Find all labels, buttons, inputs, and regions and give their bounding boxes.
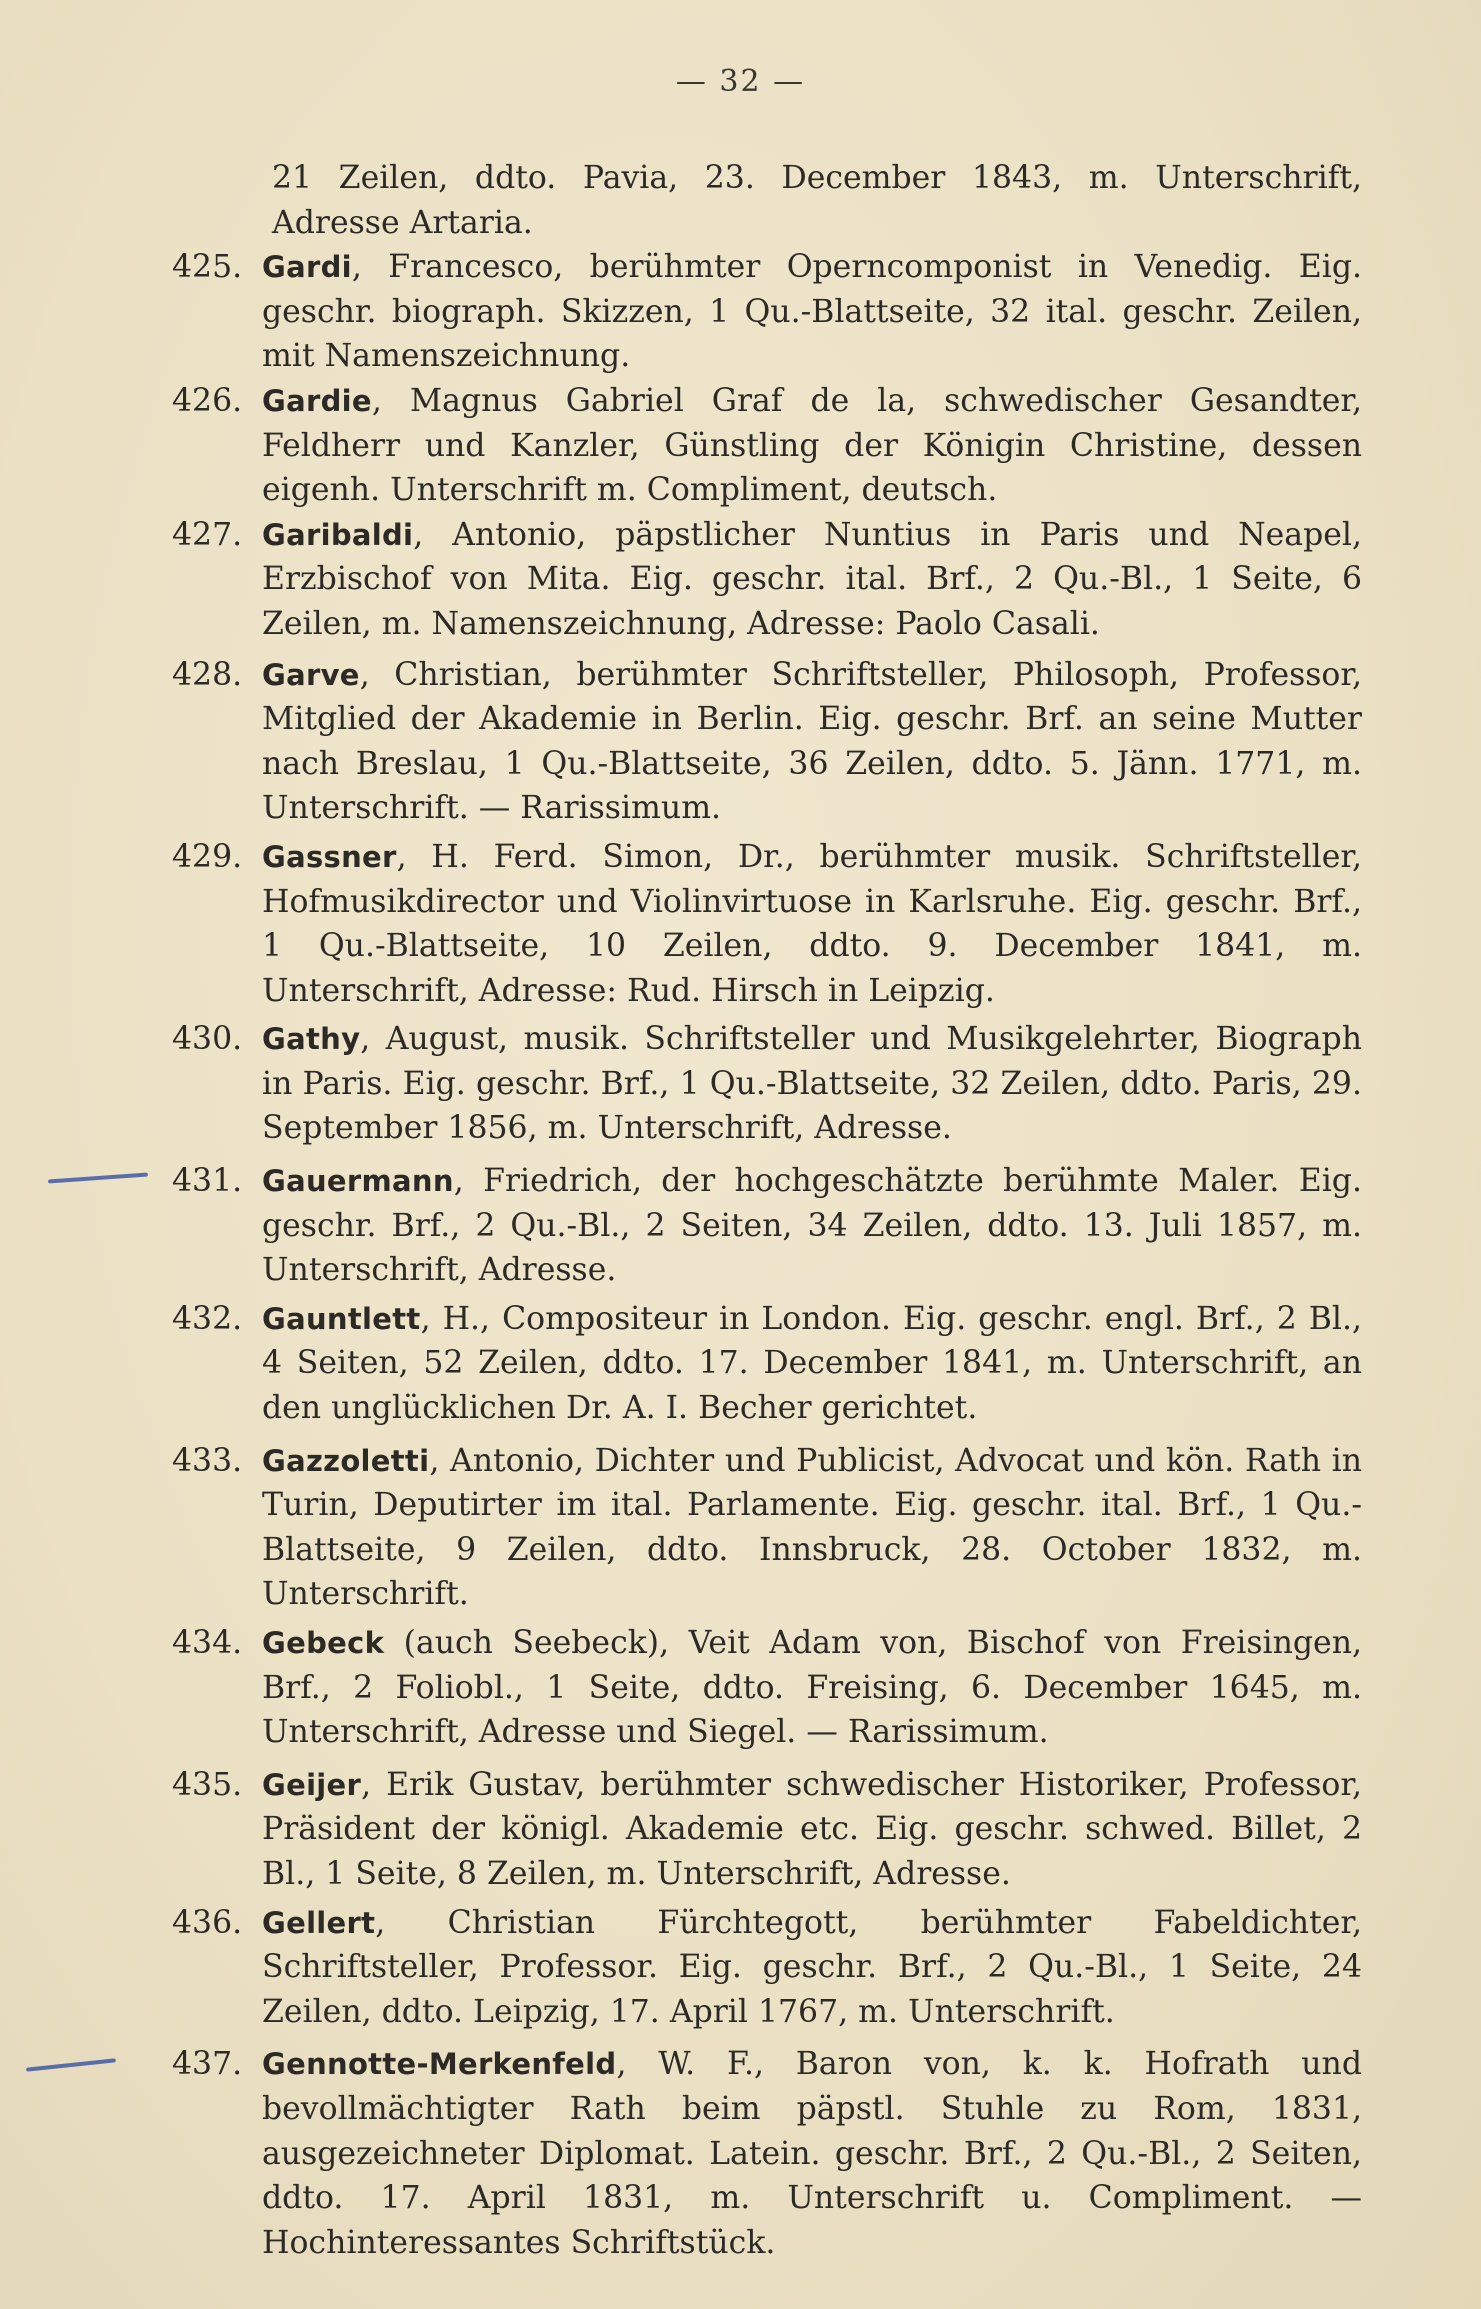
entry-name: Geijer	[262, 1767, 362, 1802]
pencil-mark-431	[48, 1173, 148, 1184]
catalog-entry-425	[172, 245, 1362, 379]
entry-name: Gebeck	[262, 1626, 385, 1660]
entry-text: , Francesco, berühmter Operncomponist in Venedig. Eig. geschr. biograph. Skizzen, 1 Qu.-Blattseite, 32 ital. geschr. Zeilen, mit Namenszeichnung.	[262, 249, 1362, 375]
entry-text: , Friedrich, der hochgeschätzte berühmte Maler. Eig. geschr. Brf., 2 Qu.-Bl., 2 Seiten, 34 Zeilen, ddto. 13. Juli 1857, m. Unterschrift, Adresse.	[262, 1163, 1362, 1289]
entry-number: 430.	[172, 1021, 243, 1058]
catalog-entries	[172, 156, 1362, 2265]
entry-text: (auch Seebeck), Veit Adam von, Bischof von Freisingen, Brf., 2 Foliobl., 1 Seite, ddto. Freising, 6. December 1645, m. Unterschrift, Adresse und Siegel. — Rarissimum.	[262, 1625, 1362, 1751]
entry-text: , Christian Fürchtegott, berühmter Fabeldichter, Schriftsteller, Professor. Eig. geschr. Brf., 2 Qu.-Bl., 1 Seite, 24 Zeilen, ddto. Leipzig, 17. April 1767, m. Unterschrift.	[262, 1904, 1362, 2030]
catalog-entry-429	[172, 835, 1362, 1013]
catalog-entry-430	[172, 1017, 1362, 1151]
entry-name: Gennotte-Merkenfeld	[262, 2047, 617, 2082]
catalog-entry-428	[172, 653, 1362, 831]
entry-number: 433.	[172, 1442, 243, 1479]
entry-text: , H. Ferd. Simon, Dr., berühmter musik. Schriftsteller, Hofmusikdirector und Violinvirtuose in Karlsruhe. Eig. geschr. Brf., 1 Qu.-Blattseite, 10 Zeilen, ddto. 9. December 1841, m. Unterschrift, Adresse: Rud. Hirsch in Leipzig.	[262, 838, 1362, 1009]
entry-text: , W. F., Baron von, k. k. Hofrath und bevollmächtigter Rath beim päpstl. Stuhle zu Rom, 1831, ausgezeichneter Diplomat. Latein. geschr. Brf., 2 Qu.-Bl., 2 Seiten, ddto. 17. April 1831, m. Unterschrift u. Compliment. — Hochinteressantes Schriftstück.	[262, 2046, 1362, 2261]
entry-number: 434.	[172, 1625, 243, 1661]
entry-name: Gellert	[262, 1905, 376, 1940]
entry-text: , H., Compositeur in London. Eig. geschr. engl. Brf., 2 Bl., 4 Seiten, 52 Zeilen, ddto. 17. December 1841, m. Unterschrift, an den unglücklichen Dr. A. I. Becher gerichtet.	[262, 1300, 1362, 1427]
continuation-body: 21 Zeilen, ddto. Pavia, 23. December 1843, m. Unterschrift, Adresse Artaria.	[272, 160, 1362, 241]
entry-name: Gathy	[262, 1022, 361, 1057]
entry-text: , Erik Gustav, berühmter schwedischer Historiker, Professor, Präsident der königl. Akademie etc. Eig. geschr. schwed. Billet, 2 Bl., 1 Seite, 8 Zeilen, m. Unterschrift, Adresse.	[262, 1766, 1362, 1892]
catalog-entry-435	[172, 1763, 1362, 1897]
entry-text: , Antonio, Dichter und Publicist, Advocat und kön. Rath in Turin, Deputirter im ital. Parlamente. Eig. geschr. ital. Brf., 1 Qu.-Blattseite, 9 Zeilen, ddto. Innsbruck, 28. October 1832, m. Unterschrift.	[262, 1442, 1362, 1613]
entry-name: Garve	[262, 657, 360, 692]
continuation-text	[172, 156, 1362, 245]
catalog-entry-427	[172, 513, 1362, 647]
entry-number: 429.	[172, 838, 243, 875]
page-number: — 32 —	[675, 64, 806, 99]
entry-number: 437.	[172, 2046, 243, 2083]
catalog-entry-431	[172, 1159, 1362, 1293]
entry-name: Gardi	[262, 250, 352, 285]
entry-name: Gauermann	[262, 1164, 454, 1199]
entry-name: Gardie	[262, 383, 372, 418]
entry-name: Gazzoletti	[262, 1443, 430, 1478]
catalog-entry-437	[172, 2042, 1362, 2265]
entry-number: 425.	[172, 249, 243, 286]
catalog-entry-436	[172, 1901, 1362, 2035]
catalog-entry-433	[172, 1439, 1362, 1617]
catalog-entry-426	[172, 379, 1362, 513]
entry-number: 428.	[172, 656, 243, 693]
catalog-entry-434	[172, 1621, 1362, 1755]
pencil-mark-437	[26, 2058, 116, 2071]
entry-number: 436.	[172, 1904, 243, 1941]
entry-text: , Magnus Gabriel Graf de la, schwedischer Gesandter, Feldherr und Kanzler, Günstling der Königin Christine, dessen eigenh. Unterschrift m. Compliment, deutsch.	[262, 382, 1362, 509]
catalog-entry-432	[172, 1297, 1362, 1431]
entry-number: 431.	[172, 1163, 243, 1200]
entry-name: Garibaldi	[262, 517, 414, 552]
entry-name: Gauntlett	[262, 1301, 421, 1336]
entry-text: , Antonio, päpstlicher Nuntius in Paris und Neapel, Erzbischof von Mita. Eig. geschr. ital. Brf., 2 Qu.-Bl., 1 Seite, 6 Zeilen, m. Namenszeichnung, Adresse: Paolo Casali.	[262, 516, 1362, 642]
entry-number: 435.	[172, 1766, 243, 1803]
entry-number: 426.	[172, 382, 243, 419]
entry-name: Gassner	[262, 839, 397, 874]
entry-text: , August, musik. Schriftsteller und Musikgelehrter, Biograph in Paris. Eig. geschr. Brf., 1 Qu.-Blattseite, 32 Zeilen, ddto. Paris, 29. September 1856, m. Unterschrift, Adresse.	[262, 1021, 1362, 1147]
entry-number: 427.	[172, 516, 243, 553]
entry-text: , Christian, berühmter Schriftsteller, Philosoph, Professor, Mitglied der Akademie in Berlin. Eig. geschr. Brf. an seine Mutter nach Breslau, 1 Qu.-Blattseite, 36 Zeilen, ddto. 5. Jänn. 1771, m. Unterschrift. — Rarissimum.	[262, 656, 1362, 827]
entry-number: 432.	[172, 1300, 243, 1337]
